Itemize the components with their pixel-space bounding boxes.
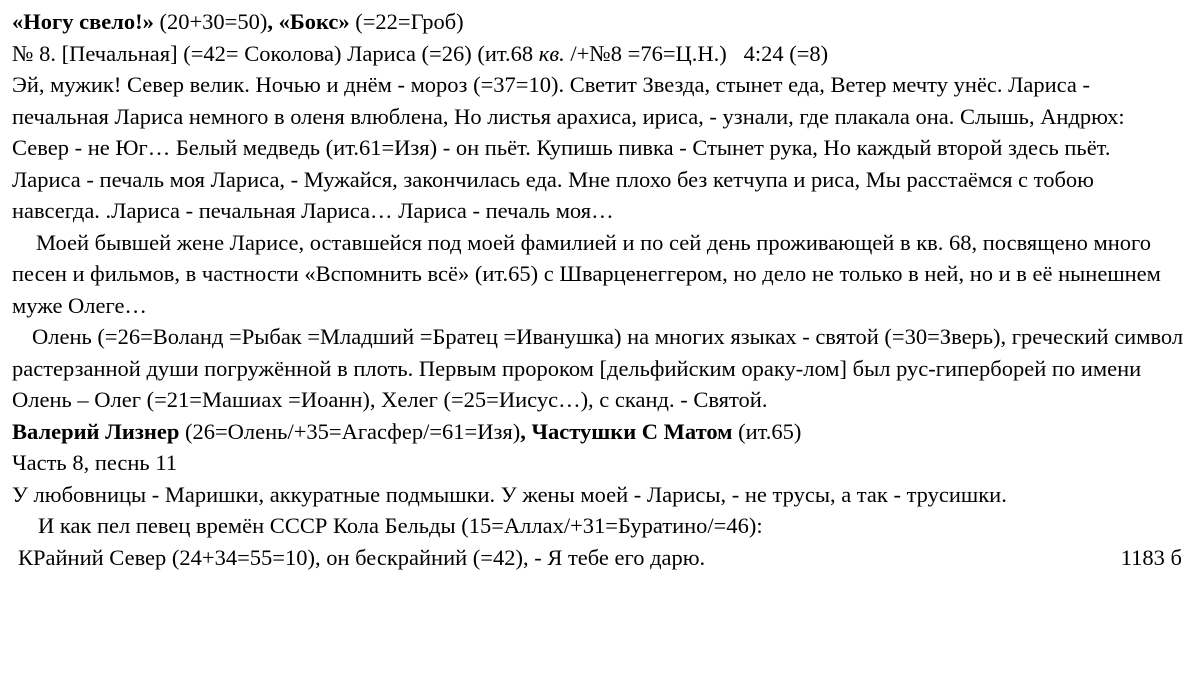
dedication-paragraph: Моей бывшей жене Ларисе, оставшейся под моей фамилией и по сей день проживающей в кв. 68, посвящено много песен и фильмов, в частности «Вспомнить всё» (ит.65) с Шварценеггером, но дело не только в ней, но и в её нынешнем муже Олеге… xyxy=(12,229,1161,318)
singer-line: И как пел певец времён СССР Кола Бельды (15=Аллах/+31=Буратино/=46): xyxy=(38,513,763,538)
song-titles-line xyxy=(12,6,1184,38)
song-title-2-numbers: (=22=Гроб) xyxy=(349,9,464,34)
song-heading-italic: кв. xyxy=(538,40,565,66)
author-line xyxy=(12,416,1184,448)
document-page xyxy=(12,6,1184,573)
last-line: КРайний Север (24+34=55=10), он бескрайний (=42), - Я тебе его дарю. xyxy=(18,544,706,570)
last-line-row xyxy=(12,542,1184,574)
song-title-1-numbers: (20+30=50) xyxy=(153,9,268,34)
chastushka-line: У любовницы - Маришки, аккуратные подмышки. У жены моей - Ларисы, - не трусы, а так - трусишки. xyxy=(12,481,1007,507)
song-heading-line xyxy=(12,38,1184,70)
part-line: Часть 8, песнь 11 xyxy=(12,450,177,475)
chastushki-numbers: (ит.65) xyxy=(732,418,802,444)
chastushki-title: , Частушки С Матом xyxy=(520,418,733,444)
lyrics-paragraph: Эй, мужик! Север велик. Ночью и днём - мороз (=37=10). Светит Звезда, стынет еда, Ветер мечту унёс. Лариса - печальная Лариса немного в оленя влюблена, Но листья арахиса, ириса, - узнали, где плакала она. Слышь, Андрюх: Север - не Юг… Белый медведь (ит.61=Изя) - он пьёт. Купишь пивка - Стынет рука, Но каждый второй здесь пьёт. Лариса - печаль моя Лариса, - Мужайся, закончилась еда. Мне плохо без кетчупа и риса, Мы расстаёмся с тобою навсегда. .Лариса - печальная Лариса… Лариса - печаль моя… xyxy=(12,72,1125,223)
deer-paragraph: Олень (=26=Воланд =Рыбак =Младший =Братец =Иванушка) на многих языках - святой (=30=Зверь), греческий символ растерзанной души погружённой в плоть. Первым пророком [дельфийским ораку-лом] был рус-гиперборей по имени Олень – Олег (=21=Машиах =Иоанн), Хелег (=25=Иисус…), с сканд. - Святой. xyxy=(12,324,1184,412)
author-numbers: (26=Олень/+35=Агасфер/=61=Изя) xyxy=(179,418,521,444)
song-title-2: , «Бокс» xyxy=(267,9,350,34)
song-heading-part-2: /+№8 =76=Ц.Н.) 4:24 (=8) xyxy=(564,40,829,66)
song-title-1: «Ногу свело!» xyxy=(12,9,154,34)
page-number: 1183 б xyxy=(1120,544,1182,570)
author-name: Валерий Лизнер xyxy=(12,418,180,444)
song-heading-part-1: № 8. [Печальная] (=42= Соколова) Лариса (=26) (ит.68 xyxy=(12,40,539,66)
